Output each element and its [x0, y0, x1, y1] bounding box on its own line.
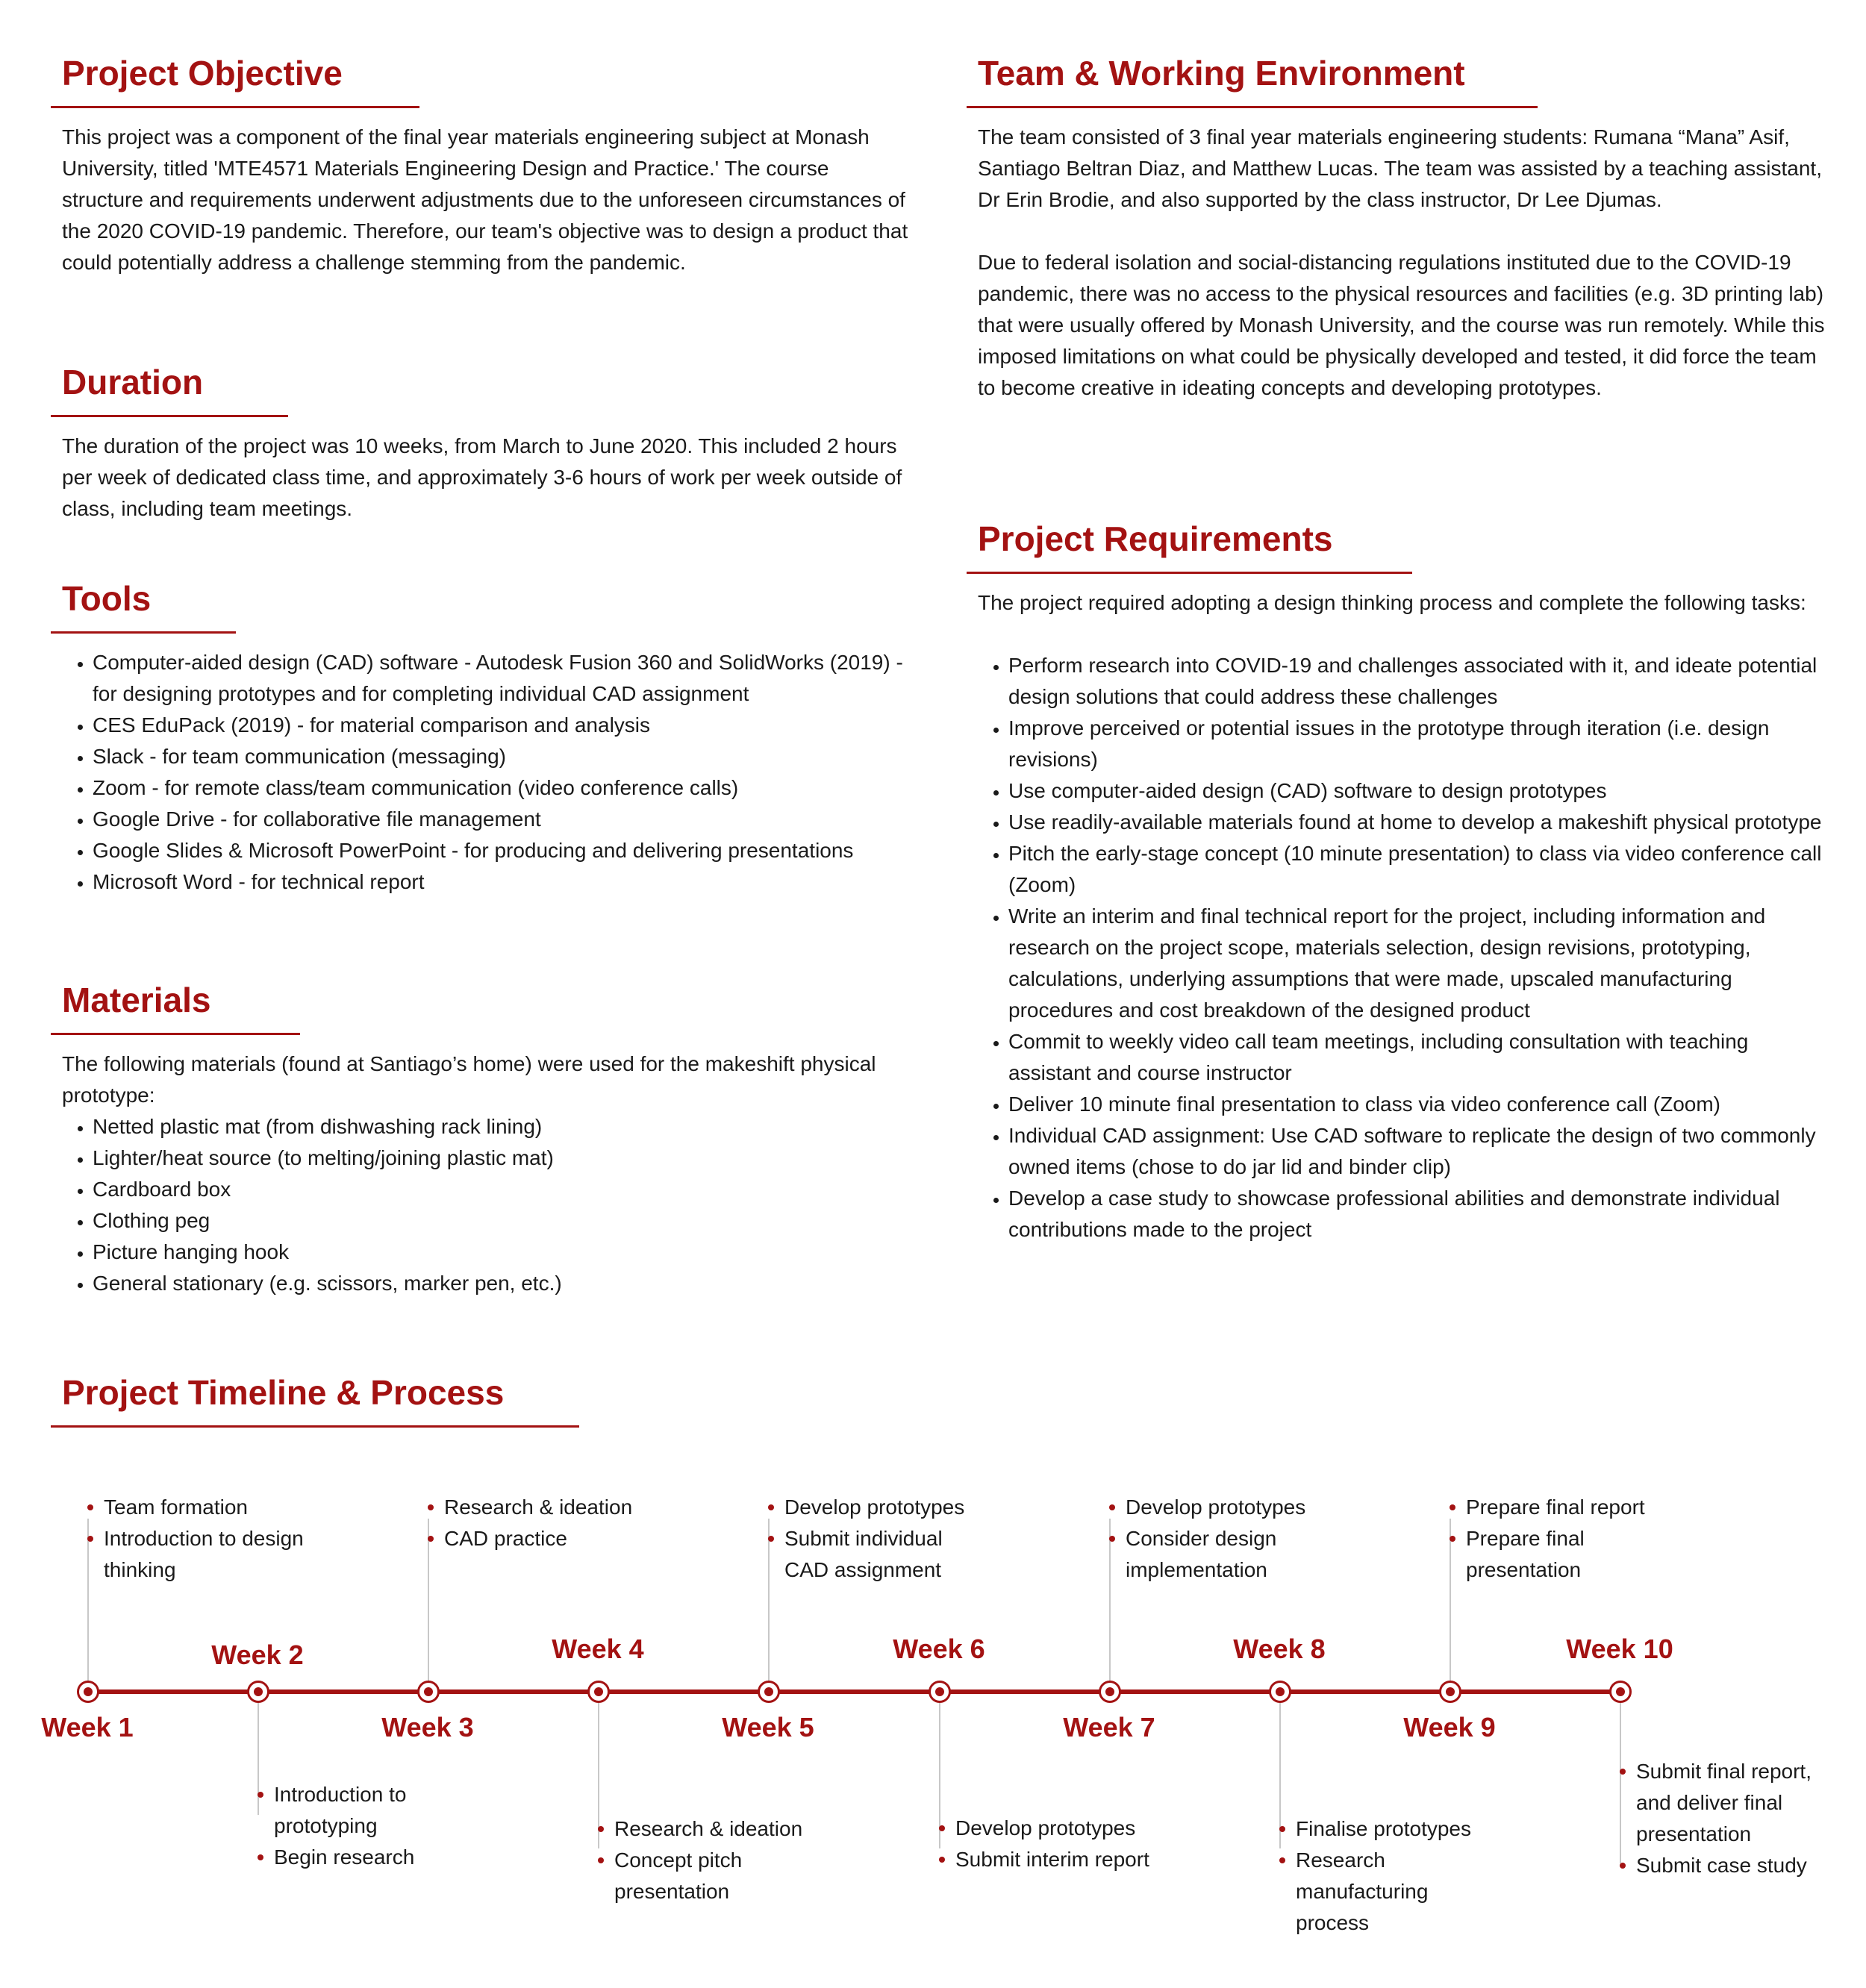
list-item: • Lighter/heat source (to melting/joining plastic mat)	[93, 1143, 909, 1174]
requirements-intro: The project required adopting a design thinking process and complete the following tasks:	[978, 591, 1806, 614]
week-7-items	[1109, 1492, 1326, 1586]
requirements-heading: Project Requirements	[967, 516, 1332, 561]
materials-heading: Materials	[51, 978, 210, 1022]
section-project-objective	[51, 51, 909, 278]
week-10-items	[1620, 1756, 1836, 1881]
timeline-item: Introduction to design thinking	[87, 1523, 304, 1586]
tools-heading: Tools	[51, 576, 151, 621]
timeline-item: Prepare final presentation	[1450, 1523, 1666, 1586]
timeline-axis	[87, 1690, 1623, 1694]
list-item: • CES EduPack (2019) - for material comparison and analysis	[93, 710, 909, 741]
list-item: • Slack - for team communication (messaging)	[93, 741, 909, 772]
team-heading: Team & Working Environment	[967, 51, 1465, 96]
timeline-node-week-9	[1439, 1681, 1461, 1703]
week-label-8: Week 8	[1233, 1634, 1326, 1664]
list-item: • Clothing peg	[93, 1205, 909, 1237]
timeline-item: Submit interim report	[939, 1844, 1155, 1875]
list-item: • Deliver 10 minute final presentation to class via video conference call (Zoom)	[1008, 1089, 1825, 1120]
team-text-2: Due to federal isolation and social-distancing regulations instituted due to the COVID-19 pandemic, there was no access to the physical resources and facilities (e.g. 3D printing lab) that were usually offered by Monash University, and the course was run remotely. While this imposed limitations on what could be physically developed and tested, it did force the team to become creative in ideating concepts and developing prototypes.	[978, 251, 1825, 399]
week-5-items	[768, 1492, 985, 1586]
timeline-item: Research & ideation	[428, 1492, 644, 1523]
timeline-node-week-2	[247, 1681, 269, 1703]
week-label-2: Week 2	[211, 1640, 304, 1670]
week-9-items	[1450, 1492, 1666, 1586]
week-label-4: Week 4	[552, 1634, 644, 1664]
week-label-5: Week 5	[722, 1712, 814, 1742]
list-item: • Netted plastic mat (from dishwashing rack lining)	[93, 1111, 909, 1143]
week-label-9: Week 9	[1403, 1712, 1496, 1742]
timeline-item: Begin research	[258, 1842, 474, 1873]
team-text-1: The team consisted of 3 final year materials engineering students: Rumana “Mana” Asif, Santiago Beltran Diaz, and Matthew Lucas. The team was assisted by a teaching assistant, Dr Erin Brodie, and also supported by the class instructor, Dr Lee Djumas.	[978, 125, 1822, 211]
timeline-item: Research manufacturing process	[1279, 1845, 1496, 1939]
duration-heading: Duration	[51, 360, 203, 404]
section-materials	[51, 978, 909, 1299]
week-3-items	[428, 1492, 644, 1554]
section-timeline	[51, 1370, 909, 1415]
section-tools	[51, 576, 909, 898]
week-label-3: Week 3	[381, 1712, 474, 1742]
timeline-node-week-8	[1269, 1681, 1291, 1703]
project-objective-text: This project was a component of the final year materials engineering subject at Monash University, titled 'MTE4571 Materials Engineering Design and Practice.' The course structure and requirements underwent adjustments due to the unforeseen circumstances of the 2020 COVID-19 pandemic. Therefore, our team's objective was to design a product that could potentially address a challenge stemming from the pandemic.	[62, 125, 908, 274]
timeline-node-week-4	[587, 1681, 610, 1703]
list-item: • Use readily-available materials found at home to develop a makeshift physical prototype	[1008, 807, 1825, 838]
week-label-7: Week 7	[1063, 1712, 1155, 1742]
week-8-items	[1279, 1813, 1496, 1939]
list-item: • Commit to weekly video call team meetings, including consultation with teaching assistant and course instructor	[1008, 1026, 1825, 1089]
project-objective-heading: Project Objective	[51, 51, 343, 96]
list-item: • Microsoft Word - for technical report	[93, 866, 909, 898]
timeline-item: Consider design implementation	[1109, 1523, 1326, 1586]
timeline-item: Submit final report, and deliver final presentation	[1620, 1756, 1836, 1850]
list-item: • Individual CAD assignment: Use CAD software to replicate the design of two commonly owned items (chose to do jar lid and binder clip)	[1008, 1120, 1825, 1183]
week-2-items	[258, 1779, 474, 1873]
section-requirements	[967, 516, 1825, 1245]
timeline-node-week-10	[1609, 1681, 1632, 1703]
list-item: • Use computer-aided design (CAD) software to design prototypes	[1008, 775, 1825, 807]
week-label-10: Week 10	[1566, 1634, 1673, 1664]
list-item: • Write an interim and final technical report for the project, including information and research on the project scope, materials selection, design revisions, prototyping, calculations, underlying assumptions that were made, upscaled manufacturing procedures and cost breakdown of the designed product	[1008, 901, 1825, 1026]
timeline-node-week-6	[929, 1681, 951, 1703]
list-item: • General stationary (e.g. scissors, marker pen, etc.)	[93, 1268, 909, 1299]
timeline-item: Research & ideation	[598, 1813, 814, 1845]
timeline-item: Finalise prototypes	[1279, 1813, 1496, 1845]
requirements-list	[967, 650, 1825, 1245]
timeline-item: Team formation	[87, 1492, 304, 1523]
list-item: • Zoom - for remote class/team communication (video conference calls)	[93, 772, 909, 804]
list-item: • Google Drive - for collaborative file management	[93, 804, 909, 835]
section-team	[967, 51, 1825, 404]
section-duration	[51, 360, 909, 525]
timeline-item: CAD practice	[428, 1523, 644, 1554]
timeline-node-week-3	[417, 1681, 440, 1703]
week-6-items	[939, 1813, 1155, 1875]
list-item: • Computer-aided design (CAD) software - Autodesk Fusion 360 and SolidWorks (2019) - for designing prototypes and for completing individual CAD assignment	[93, 647, 909, 710]
week-label-6: Week 6	[893, 1634, 985, 1664]
list-item: • Perform research into COVID-19 and challenges associated with it, and ideate potential design solutions that could address these challenges	[1008, 650, 1825, 713]
timeline-item: Develop prototypes	[939, 1813, 1155, 1844]
materials-intro: The following materials (found at Santiago’s home) were used for the makeshift physical prototype:	[62, 1052, 876, 1107]
duration-text: The duration of the project was 10 weeks, from March to June 2020. This included 2 hours per week of dedicated class time, and approximately 3-6 hours of work per week outside of class, including team meetings.	[62, 434, 902, 520]
timeline-node-week-1	[77, 1681, 99, 1703]
list-item: • Pitch the early-stage concept (10 minute presentation) to class via video conference call (Zoom)	[1008, 838, 1825, 901]
timeline-node-week-5	[758, 1681, 780, 1703]
list-item: • Cardboard box	[93, 1174, 909, 1205]
list-item: • Picture hanging hook	[93, 1237, 909, 1268]
timeline-node-week-7	[1099, 1681, 1121, 1703]
timeline-item: Concept pitch presentation	[598, 1845, 814, 1907]
week-4-items	[598, 1813, 814, 1907]
list-item: • Improve perceived or potential issues in the prototype through iteration (i.e. design revisions)	[1008, 713, 1825, 775]
list-item: • Develop a case study to showcase professional abilities and demonstrate individual contributions made to the project	[1008, 1183, 1825, 1245]
timeline-heading: Project Timeline & Process	[51, 1370, 504, 1415]
timeline-item: Introduction to prototyping	[258, 1779, 474, 1842]
timeline-item: Prepare final report	[1450, 1492, 1666, 1523]
tools-list	[51, 647, 909, 898]
week-1-items	[87, 1492, 304, 1586]
list-item: • Google Slides & Microsoft PowerPoint - for producing and delivering presentations	[93, 835, 909, 866]
materials-list	[51, 1111, 909, 1299]
timeline-item: Submit case study	[1620, 1850, 1836, 1881]
week-label-1: Week 1	[41, 1712, 134, 1742]
timeline-item: Submit individual CAD assignment	[768, 1523, 985, 1586]
timeline-item: Develop prototypes	[768, 1492, 985, 1523]
timeline-item: Develop prototypes	[1109, 1492, 1326, 1523]
